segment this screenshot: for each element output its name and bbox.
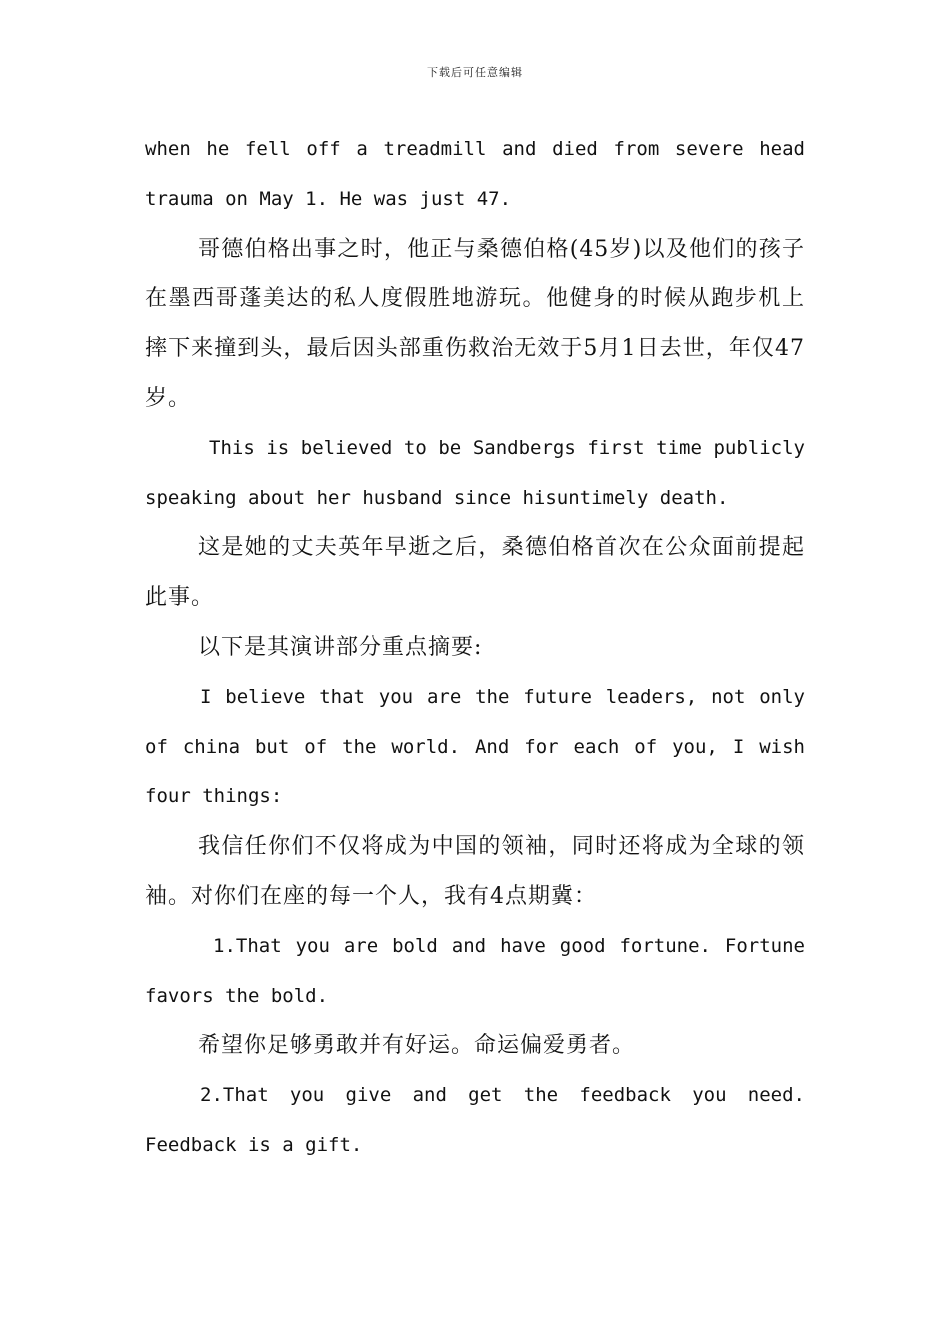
paragraph-en-bold: 1.That you are bold and have good fortune. Fortune favors the bold. xyxy=(145,934,805,1007)
paragraph-zh-first-time: 这是她的丈夫英年早逝之后，桑德伯格首次在公众面前提起此事。 xyxy=(145,535,805,611)
paragraph-zh-accident: 哥德伯格出事之时，他正与桑德伯格(45岁)以及他们的孩子在墨西哥蓬美达的私人度假胜地游玩。他健身的时候从跑步机上摔下来撞到头，最后因头部重伤救治无效于5月1日去世，年仅47岁。 xyxy=(145,236,805,411)
paragraph-en-treadmill: when he fell off a treadmill and died from severe head trauma on May 1. He was just 47. xyxy=(145,138,805,210)
paragraph-zh-bold: 希望你足够勇敢并有好运。命运偏爱勇者。 xyxy=(198,1033,636,1059)
document-body xyxy=(145,125,805,1171)
paragraph-zh-summary-intro: 以下是其演讲部分重点摘要: xyxy=(198,634,483,660)
paragraph-en-future-leaders: I believe that you are the future leaders, not only of china but of the world. And for each of you, I wish four things: xyxy=(145,685,805,808)
paragraph-en-first-time: This is believed to be Sandbergs first time publicly speaking about her husband since hisuntimely death. xyxy=(145,436,805,509)
paragraph-en-feedback: 2.That you give and get the feedback you need. Feedback is a gift. xyxy=(145,1084,805,1156)
page-header: 下载后可任意编辑 xyxy=(427,66,523,79)
paragraph-zh-future-leaders: 我信任你们不仅将成为中国的领袖，同时还将成为全球的领袖。对你们在座的每一个人，我有4点期冀： xyxy=(145,834,805,909)
